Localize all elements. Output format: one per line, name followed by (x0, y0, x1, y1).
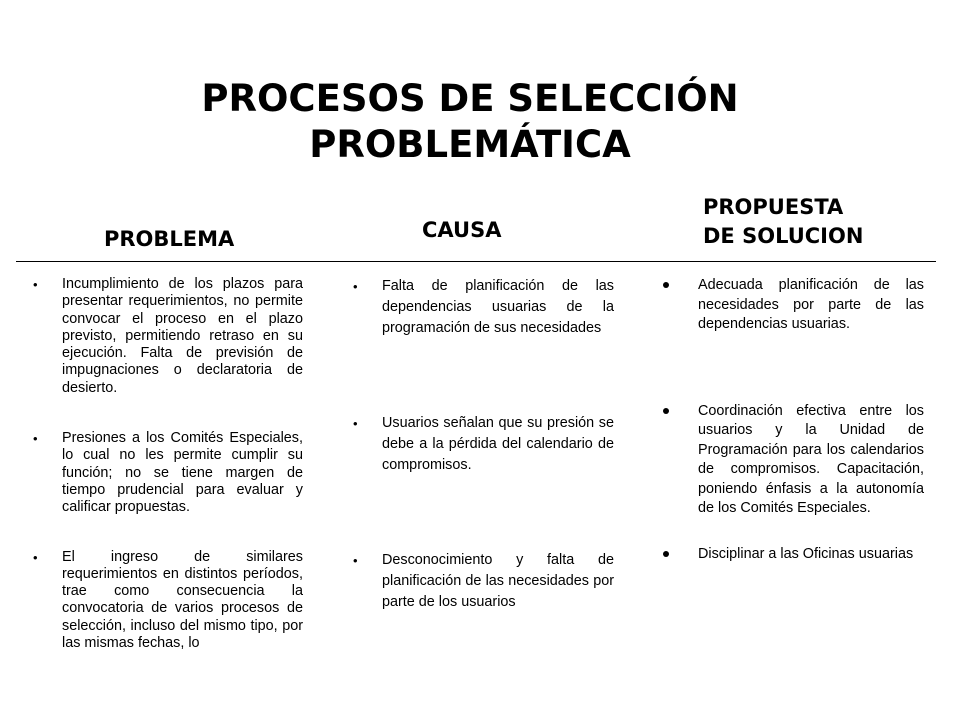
propuesta-text: Coordinación efectiva entre los usuarios y la Unidad de Programación para los calendarios de compromisos. Capacitación, poniendo énfasis a la autonomía de los Comités Especiales. (698, 402, 924, 516)
list-item (33, 430, 303, 516)
causa-text: Usuarios señalan que su presión se debe a la pérdida del calendario de compromisos. (382, 415, 614, 473)
header-divider (16, 261, 936, 262)
causa-list (353, 276, 614, 613)
causa-text: Falta de planificación de las dependencias usuarias de la programación de sus necesidades (382, 278, 614, 336)
title-line-1: PROCESOS DE SELECCIÓN (201, 77, 739, 120)
bullet-icon: • (353, 279, 358, 294)
slide-title (0, 76, 940, 168)
list-item (698, 402, 924, 519)
list-item (353, 550, 614, 613)
propuesta-text: Adecuada planificación de las necesidades por parte de las dependencias usuarias. (698, 277, 924, 332)
propuesta-list (698, 276, 924, 564)
title-line-2: PROBLEMÁTICA (309, 123, 631, 166)
bullet-icon: • (353, 553, 358, 568)
bullet-icon (663, 282, 669, 288)
list-item (353, 276, 614, 339)
problema-list (33, 276, 303, 652)
list-item (353, 413, 614, 476)
header-problema: PROBLEMA (104, 227, 235, 251)
problema-text: Incumplimiento de los plazos para presentar requerimientos, no permite convocar el proceso en el plazo previsto, permitiendo retraso en su ejecución. Falta de previsión de impugnaciones o declaratoria de desierto. (62, 276, 303, 396)
causa-text: Desconocimiento y falta de planificación de las necesidades por parte de los usuarios (382, 552, 614, 610)
header-propuesta-line-2: DE SOLUCION (703, 224, 864, 248)
propuesta-text: Disciplinar a las Oficinas usuarias (698, 545, 914, 562)
problema-text: Presiones a los Comités Especiales, lo cual no les permite cumplir su función; no se tiene margen de tiempo prudencial para evaluar y calificar propuestas. (62, 430, 303, 516)
problema-text: El ingreso de similares requerimientos en distintos períodos, trae como consecuencia la convocatoria de varios procesos de selección, incluso del mismo tipo, por las mismas fechas, lo (62, 548, 303, 652)
header-propuesta (703, 193, 863, 251)
list-item (698, 545, 924, 565)
header-causa: CAUSA (422, 218, 502, 242)
list-item (33, 548, 303, 653)
header-propuesta-line-1: PROPUESTA (703, 195, 844, 219)
bullet-icon (663, 551, 669, 557)
bullet-icon: • (33, 277, 38, 292)
list-item (33, 276, 303, 397)
bullet-icon (663, 408, 669, 414)
list-item (698, 276, 924, 335)
bullet-icon: • (33, 549, 38, 565)
bullet-icon: • (353, 416, 358, 431)
bullet-icon: • (33, 431, 38, 447)
